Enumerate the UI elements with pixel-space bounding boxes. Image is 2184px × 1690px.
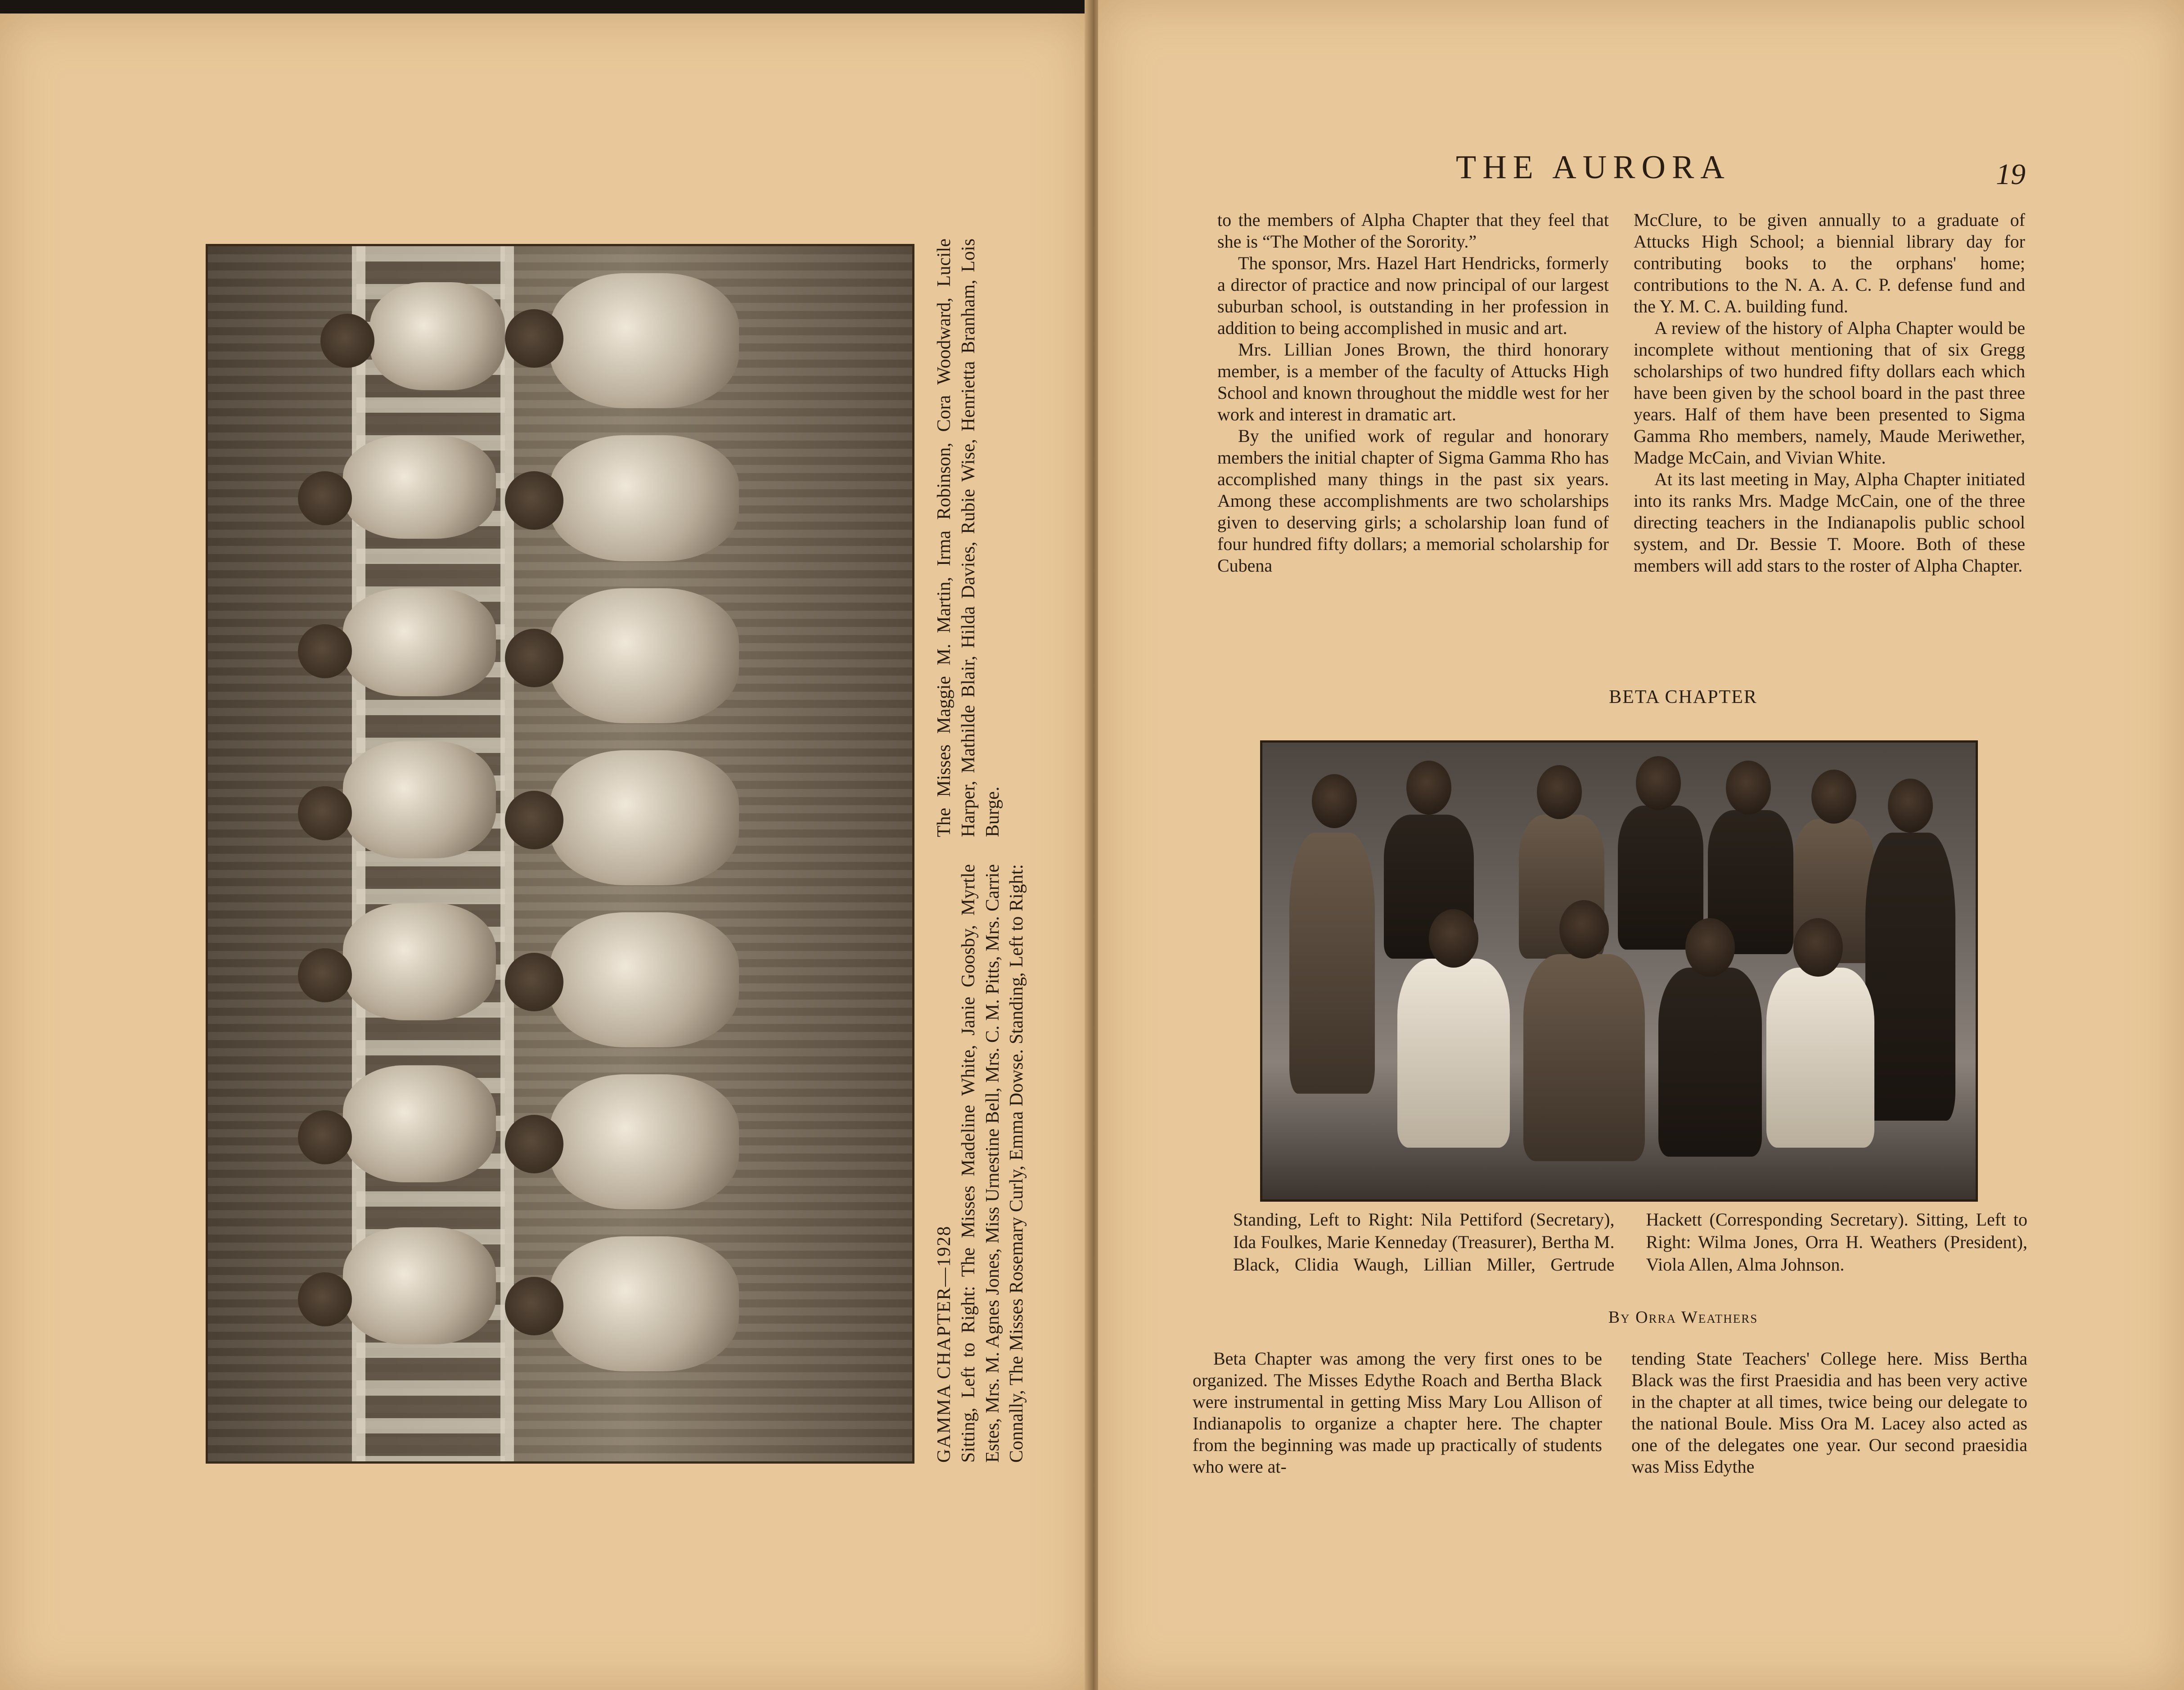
face xyxy=(298,948,352,1002)
head xyxy=(1888,779,1933,833)
sitting-person xyxy=(550,912,739,1047)
paragraph: A review of the history of Alpha Chapter would be incomplete without mentioning that of six Gregg scholarships of two hundred fifty dollars each which have been given by the school board in the past three years. Half of them have been presented to Sigma Gamma Rho members, namely, Maude Meriwether, Madge McCain, and Vivian White. xyxy=(1634,318,2025,468)
head xyxy=(1429,909,1478,968)
sitting-person xyxy=(1523,954,1645,1161)
sitting-person xyxy=(550,1074,739,1209)
head xyxy=(1793,918,1843,977)
head xyxy=(1406,761,1451,815)
standing-person xyxy=(343,1227,496,1344)
paragraph: The sponsor, Mrs. Hazel Hart Hendricks, formerly a director of practice and now principal of our largest suburban school, is outstanding in her profession in addition to being accomplished in music and art. xyxy=(1217,253,1609,338)
sitting-person xyxy=(550,273,739,408)
gamma-caption-text: Sitting, Left to Right: The Misses Madeline White, Janie Goosby, Myrtle Estes, Mrs. M. Agnes Jones, Miss Urnestine Bell, Mrs. C. M. Pitts, Mrs. Carrie Connally, The Misses Rosemary Curly, Emma Dowse. Standing, Left to Right: The Misses Maggie M. Martin, Irma Robinson, Cora Woodward, Lucile Harper, Mathilde Blair, Hilda Davies, Rubie Wise, Henrietta Branham, Lois Burge. xyxy=(934,239,1027,1463)
head xyxy=(1537,765,1582,819)
face xyxy=(505,309,563,368)
standing-person xyxy=(1618,806,1703,950)
running-header-title: THE AURORA xyxy=(1456,149,1731,186)
head xyxy=(1726,761,1771,815)
left-page xyxy=(0,14,1089,1690)
article-byline: By Orra Weathers xyxy=(1608,1308,1758,1327)
sitting-person xyxy=(1397,959,1510,1148)
standing-person xyxy=(343,741,496,858)
paragraph: Beta Chapter was among the very first ones to be organized. The Misses Edythe Roach and Bertha Black were instrumental in getting Miss Mary Lou Allison of Indianapolis to organize a chapter here. The chapter from the beginning was made up practically of students who were at- xyxy=(1193,1348,1602,1477)
page-number: 19 xyxy=(1996,158,2026,191)
standing-person xyxy=(1865,833,1955,1121)
face xyxy=(505,953,563,1011)
head xyxy=(1312,774,1357,828)
standing-person xyxy=(343,588,496,696)
head xyxy=(1685,918,1735,977)
head xyxy=(1559,900,1609,959)
article-column-top-right xyxy=(1634,209,2025,577)
gamma-caption-title: GAMMA CHAPTER—1928 xyxy=(934,1225,955,1463)
face xyxy=(505,629,563,687)
face xyxy=(298,624,352,678)
beta-chapter-heading: BETA CHAPTER xyxy=(1609,687,1757,708)
gamma-chapter-photo xyxy=(206,244,914,1464)
face xyxy=(320,314,374,368)
sitting-person xyxy=(550,588,739,723)
article-column-bottom-right xyxy=(1631,1348,2027,1478)
head xyxy=(1811,770,1856,824)
fence-rail xyxy=(500,246,514,1461)
article-column-top-left xyxy=(1217,209,1609,577)
standing-person xyxy=(343,435,496,539)
face xyxy=(505,471,563,530)
paragraph: tending State Teachers' College here. Miss Bertha Black was the first Praesidia and has been very active in the chapter at all times, twice being our delegate to the national Boule. Miss Ora M. Lacey also acted as one of the delegates one year. Our second praesidia was Miss Edythe xyxy=(1631,1348,2027,1477)
standing-person xyxy=(1289,833,1375,1094)
face xyxy=(298,1272,352,1326)
beta-chapter-caption: Standing, Left to Right: Nila Pettiford (Secretary), Ida Foulkes, Marie Kenneday (Treasurer), Bertha M. Black, Clidia Waugh, Lillian Miller, Gertrude Hackett (Corresponding Secretary). Sitting, Left to Right: Wilma Jones, Orra H. Weathers (President), Viola Allen, Alma Johnson. xyxy=(1233,1209,2027,1275)
paragraph: McClure, to be given annually to a graduate of Attucks High School; a biennial library day for contributing books to the orphans' home; contributions to the N. A. A. C. P. defense fund and the Y. M. C. A. building fund. xyxy=(1634,210,2025,316)
face xyxy=(298,1110,352,1164)
sitting-person xyxy=(550,750,739,885)
paragraph: to the members of Alpha Chapter that they feel that she is “The Mother of the Sorority.” xyxy=(1217,210,1609,252)
paragraph: At its last meeting in May, Alpha Chapter initiated into its ranks Mrs. Madge McCain, one of the three directing teachers in the Indianapolis public school system, and Dr. Bessie T. Moore. Both of these members will add stars to the roster of Alpha Chapter. xyxy=(1634,469,2025,576)
article-column-bottom-left xyxy=(1193,1348,1602,1478)
face xyxy=(505,1115,563,1173)
face xyxy=(505,1277,563,1335)
paragraph: By the unified work of regular and honorary members the initial chapter of Sigma Gamma Rho has accomplished many things in the past six years. Among these accomplishments are two scholarships given to deserving girls; a scholarship loan fund of four hundred fifty dollars; a memorial scholarship for Cubena xyxy=(1217,426,1609,576)
standing-person xyxy=(343,903,496,1020)
paragraph: Mrs. Lillian Jones Brown, the third honorary member, is a member of the faculty of Attucks High School and known throughout the middle west for her work and interest in dramatic art. xyxy=(1217,339,1609,424)
sitting-person xyxy=(1766,968,1874,1148)
gamma-chapter-caption xyxy=(932,239,1103,1463)
sitting-person xyxy=(550,435,739,561)
sitting-person xyxy=(550,1236,739,1371)
standing-person xyxy=(370,282,505,390)
face xyxy=(505,791,563,849)
standing-person xyxy=(343,1065,496,1182)
beta-chapter-photo xyxy=(1260,740,1978,1202)
face xyxy=(298,786,352,840)
face xyxy=(298,471,352,525)
head xyxy=(1636,756,1681,810)
sitting-person xyxy=(1658,968,1762,1157)
